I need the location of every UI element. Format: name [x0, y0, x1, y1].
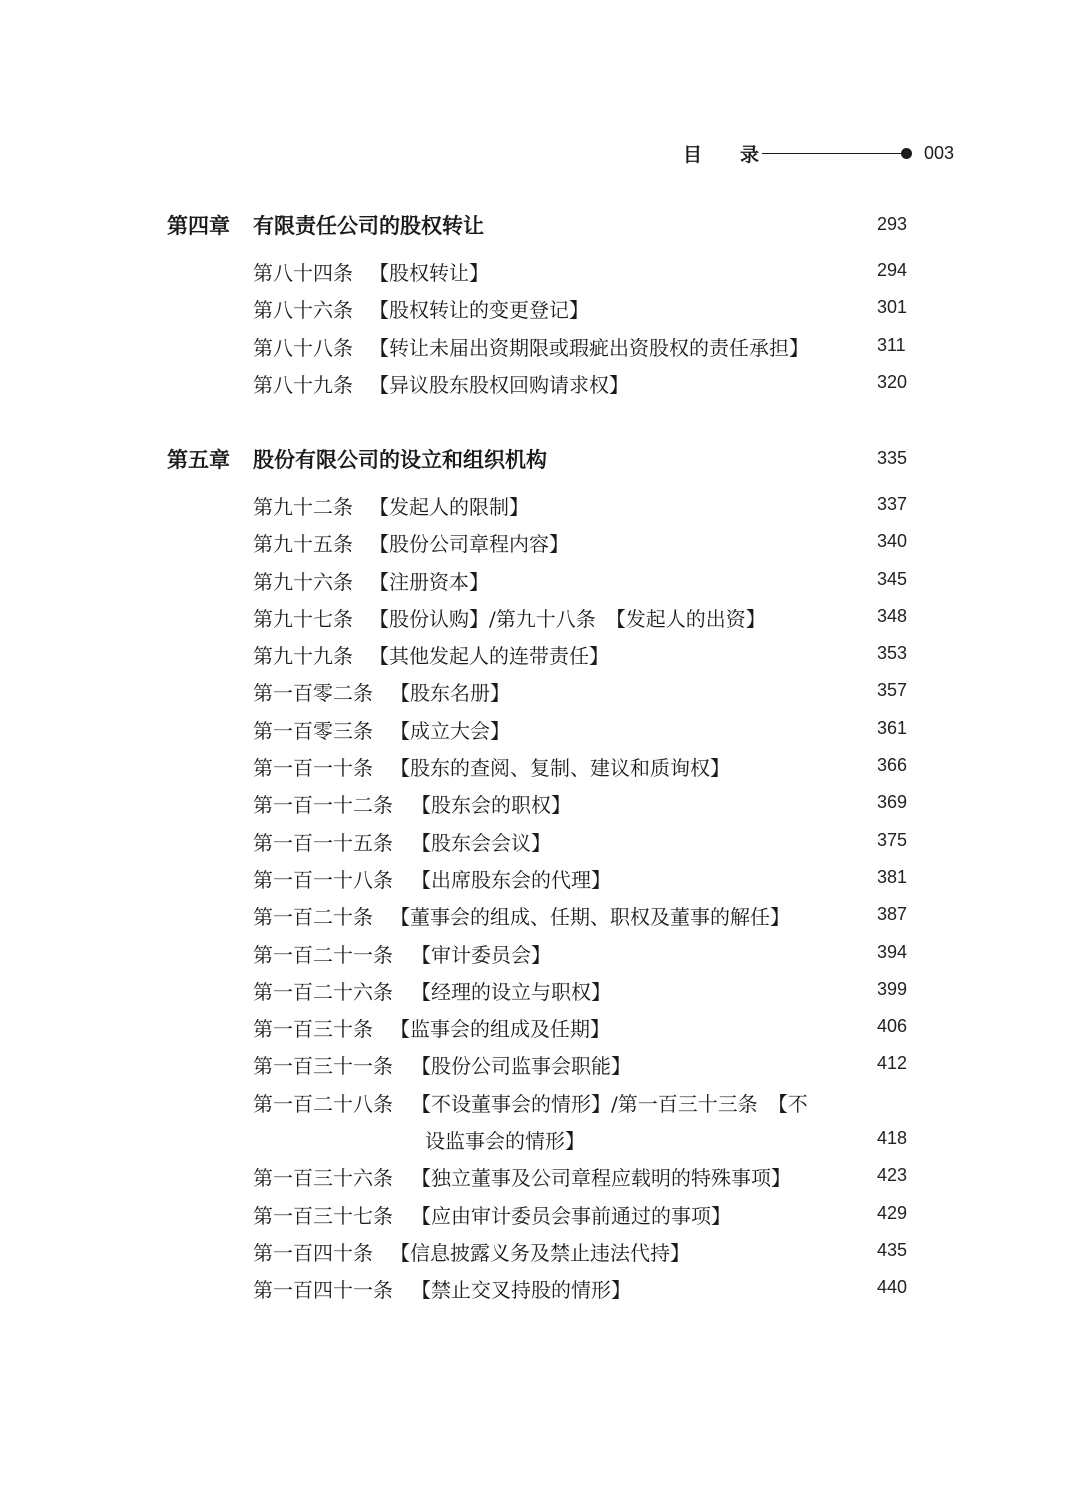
- article-number: 第一百三十七条: [253, 1203, 393, 1228]
- article-title: 【股东会的职权】: [411, 793, 571, 818]
- toc-entry[interactable]: [0, 528, 1080, 565]
- article-title: 【禁止交叉持股的情形】: [411, 1278, 631, 1303]
- article-number: 第九十五条: [253, 532, 353, 557]
- entry-page: 435: [877, 1239, 908, 1260]
- toc-entry[interactable]: [0, 715, 1080, 752]
- entry-page: 369: [877, 792, 908, 813]
- article-number: 第一百三十条: [253, 1017, 373, 1042]
- article-number: 第一百二十一条: [253, 942, 393, 967]
- entry-page: 340: [877, 531, 908, 552]
- article-title: 【经理的设立与职权】: [411, 979, 611, 1004]
- article-number: 第一百二十六条: [253, 979, 393, 1004]
- article-number: 第一百一十八条: [253, 867, 393, 892]
- article-title: 【成立大会】: [390, 718, 510, 743]
- article-title: 【出席股东会的代理】: [411, 867, 611, 892]
- chapter-title: 有限责任公司的股权转让: [253, 213, 484, 238]
- article-number: 第一百三十六条: [253, 1166, 393, 1191]
- article-title: 【股东名册】: [390, 681, 510, 706]
- entry-page: 387: [877, 904, 908, 925]
- chapter-heading[interactable]: [0, 210, 1080, 244]
- entry-page: 337: [877, 494, 908, 514]
- article-number: 第八十九条: [253, 372, 353, 397]
- toc-entry[interactable]: [0, 752, 1080, 789]
- article-title: 【股东会会议】: [411, 830, 551, 855]
- toc-entry[interactable]: [0, 640, 1080, 677]
- toc-entry[interactable]: [0, 1088, 1080, 1163]
- article-title: 【董事会的组成、任期、职权及董事的解任】: [390, 905, 790, 930]
- article-title: 【注册资本】: [369, 569, 489, 594]
- entry-page: 406: [877, 1016, 908, 1037]
- chapter-5: [0, 444, 1080, 1312]
- article-number: 第一百一十五条: [253, 830, 393, 855]
- entry-page: 394: [877, 941, 908, 962]
- toc-entry[interactable]: [0, 827, 1080, 864]
- article-title: 【发起人的限制】: [369, 495, 529, 519]
- toc-entry[interactable]: [0, 1050, 1080, 1087]
- article-number: 第一百四十条: [253, 1240, 373, 1265]
- entry-page: 357: [877, 680, 908, 701]
- toc-entry[interactable]: [0, 677, 1080, 714]
- article-number: 第九十七条: [253, 606, 353, 631]
- entry-page: 366: [877, 755, 908, 776]
- header-bullet-icon: [901, 148, 912, 159]
- toc-entry[interactable]: [0, 332, 1080, 369]
- article-title: 【股份公司监事会职能】: [411, 1054, 631, 1079]
- entry-page: 345: [877, 568, 908, 589]
- toc-entry[interactable]: [0, 603, 1080, 640]
- article-number: 第八十四条: [253, 261, 353, 285]
- article-number: 第一百三十一条: [253, 1054, 393, 1079]
- entry-list: [0, 257, 1080, 406]
- article-title: 【信息披露义务及禁止违法代持】: [390, 1240, 690, 1265]
- toc-entry[interactable]: [0, 1274, 1080, 1311]
- entry-page: 423: [877, 1165, 908, 1186]
- entry-page: 301: [877, 297, 908, 318]
- entry-page: 418: [877, 1127, 908, 1148]
- article-title-line-1: 【不设董事会的情形】/第一百三十三条 【不: [411, 1091, 808, 1116]
- article-title: 【股东的查阅、复制、建议和质询权】: [390, 756, 730, 781]
- toc-entry[interactable]: [0, 864, 1080, 901]
- toc-entry[interactable]: [0, 257, 1080, 294]
- entry-page: 320: [877, 371, 908, 392]
- article-number: 第一百二十条: [253, 905, 373, 930]
- chapter-page: 293: [877, 214, 908, 234]
- toc-entry[interactable]: [0, 294, 1080, 331]
- running-header-title: 目 录: [683, 144, 760, 166]
- article-number: 第一百零三条: [253, 718, 373, 743]
- article-number: 第一百零二条: [253, 681, 373, 706]
- article-title: 【监事会的组成及任期】: [390, 1017, 610, 1042]
- toc-entry[interactable]: [0, 369, 1080, 406]
- article-number: 第九十九条: [253, 644, 353, 669]
- article-title: 【股份认购】/第九十八条 【发起人的出资】: [369, 606, 766, 631]
- entry-list: [0, 491, 1080, 1312]
- toc-entry[interactable]: [0, 491, 1080, 528]
- article-title: 【股份公司章程内容】: [369, 532, 569, 557]
- header-rule: [762, 153, 902, 154]
- article-number: 第八十六条: [253, 298, 353, 323]
- article-number: 第一百四十一条: [253, 1278, 393, 1303]
- chapter-4: [0, 210, 1080, 406]
- toc-entry[interactable]: [0, 1237, 1080, 1274]
- article-title: 【审计委员会】: [411, 942, 551, 967]
- toc-entry[interactable]: [0, 566, 1080, 603]
- toc-entry[interactable]: [0, 901, 1080, 938]
- toc-entry[interactable]: [0, 1013, 1080, 1050]
- toc-entry[interactable]: [0, 1200, 1080, 1237]
- article-number: 第一百二十八条: [253, 1091, 393, 1116]
- toc-entry[interactable]: [0, 939, 1080, 976]
- article-title: 【其他发起人的连带责任】: [369, 644, 609, 669]
- article-title: 【转让未届出资期限或瑕疵出资股权的责任承担】: [369, 335, 809, 360]
- entry-page: 311: [877, 334, 906, 355]
- article-title: 【股权转让的变更登记】: [369, 298, 589, 323]
- article-number: 第八十八条: [253, 335, 353, 360]
- entry-page: 429: [877, 1202, 908, 1223]
- entry-page: 440: [877, 1277, 908, 1298]
- entry-page: 348: [877, 605, 908, 626]
- entry-page: 361: [877, 717, 908, 738]
- toc-entry[interactable]: [0, 1162, 1080, 1199]
- entry-page: 412: [877, 1053, 908, 1074]
- article-number: 第一百一十条: [253, 756, 373, 781]
- chapter-number: 第四章: [167, 213, 230, 238]
- chapter-title: 股份有限公司的设立和组织机构: [253, 447, 547, 472]
- article-number: 第九十二条: [253, 495, 353, 519]
- article-number: 第九十六条: [253, 569, 353, 594]
- entry-page: 294: [877, 260, 908, 280]
- toc-entry[interactable]: [0, 789, 1080, 826]
- running-header-page-number: 003: [924, 143, 955, 163]
- chapter-heading[interactable]: [0, 444, 1080, 478]
- article-title-line-2: 设监事会的情形】: [425, 1129, 585, 1154]
- entry-page: 399: [877, 978, 908, 999]
- entry-page: 353: [877, 643, 908, 664]
- article-title: 【异议股东股权回购请求权】: [369, 372, 629, 397]
- article-title: 【独立董事及公司章程应载明的特殊事项】: [411, 1166, 791, 1191]
- article-title: 【股权转让】: [369, 261, 489, 285]
- toc-entry[interactable]: [0, 976, 1080, 1013]
- entry-page: 381: [877, 866, 908, 887]
- entry-page: 375: [877, 829, 908, 850]
- chapter-number: 第五章: [167, 447, 230, 472]
- article-number: 第一百一十二条: [253, 793, 393, 818]
- running-header: [0, 140, 1080, 168]
- chapter-page: 335: [877, 448, 908, 468]
- article-title: 【应由审计委员会事前通过的事项】: [411, 1203, 731, 1228]
